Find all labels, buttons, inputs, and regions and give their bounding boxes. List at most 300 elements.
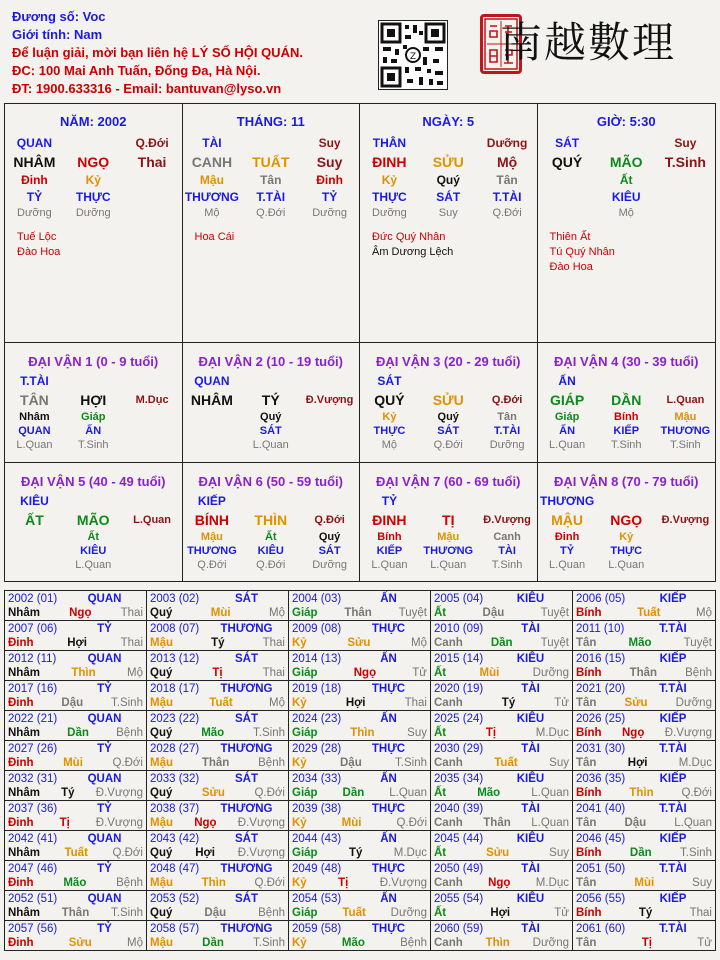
cell-text	[123, 206, 181, 220]
year-can: Tân	[576, 697, 597, 709]
dai-van-stage: Đ.Vượng	[305, 394, 354, 406]
year-row	[5, 921, 715, 950]
cell-text: TÀI	[498, 545, 516, 557]
year-stage: Bệnh	[116, 877, 143, 889]
year-can: Quý	[150, 907, 173, 919]
cell-text: CANH	[191, 154, 233, 170]
cell-text	[656, 172, 715, 189]
cell-text	[656, 530, 715, 544]
year-stage: Suy	[692, 877, 712, 889]
can-chi-line	[360, 390, 537, 410]
year-chi: Ngọ	[488, 877, 511, 889]
year-label: 2053 (52)	[150, 893, 200, 905]
year-head	[576, 652, 712, 666]
year-label: 2039 (38)	[292, 803, 342, 815]
year-stage: Đ.Vượng	[237, 817, 285, 829]
year-stage: Tử	[554, 907, 569, 919]
cell-text: NGỌ	[77, 154, 110, 170]
dai-van-god: THƯƠNG	[539, 494, 595, 508]
year-chi: Dần	[342, 787, 365, 799]
text-line	[5, 558, 182, 572]
year-chi: Mùi	[210, 607, 231, 619]
year-cell	[431, 681, 573, 710]
year-can: Canh	[434, 817, 463, 829]
year-detail	[576, 756, 712, 770]
year-god: KIÊU	[516, 773, 545, 785]
year-god: ẤN	[380, 593, 397, 605]
year-stage: Dưỡng	[390, 907, 427, 919]
year-chi: Thìn	[201, 877, 226, 889]
cell-text: Dưỡng	[17, 207, 52, 219]
year-god: THỰC	[371, 683, 406, 695]
dai-van-7	[360, 463, 538, 581]
year-detail	[434, 846, 569, 860]
year-chi: Ngọ	[353, 667, 377, 679]
year-label: 2018 (17)	[150, 683, 200, 695]
year-chi: Hợi	[627, 757, 648, 769]
year-stage: Mộ	[269, 607, 285, 619]
cell-text	[183, 438, 241, 452]
year-row	[5, 591, 715, 621]
text-line	[360, 189, 537, 206]
year-god: TỶ	[97, 923, 112, 935]
year-chi: Tị	[59, 817, 70, 829]
dai-van-title: ĐẠI VẬN 6 (50 - 59 tuổi)	[198, 474, 343, 489]
cell-text: Ất	[619, 173, 633, 187]
year-cell	[573, 801, 715, 830]
year-cell	[431, 861, 573, 890]
dai-van-chi: NGỌ	[610, 512, 643, 528]
cell-text: Ất	[264, 531, 277, 543]
cell-text: Tân	[497, 411, 517, 423]
annual-grid	[4, 590, 716, 951]
year-chi: Tuất	[494, 757, 518, 769]
cell-text	[123, 172, 181, 189]
year-cell	[289, 651, 431, 680]
year-detail	[434, 816, 569, 830]
dai-van-6	[183, 463, 361, 581]
year-god: ẤN	[380, 833, 397, 845]
year-cell	[289, 801, 431, 830]
year-stage: Bệnh	[258, 907, 285, 919]
can-chi-line	[5, 510, 182, 530]
year-cell	[289, 711, 431, 740]
year-can: Đinh	[8, 817, 34, 829]
year-label: 2019 (18)	[292, 683, 342, 695]
year-head	[150, 682, 285, 696]
year-chi: Mùi	[634, 877, 655, 889]
cell-text: Dưỡng	[75, 207, 111, 219]
text-line	[538, 424, 716, 438]
cell-text: Bính	[614, 411, 639, 423]
cell-text: L.Quan	[252, 439, 289, 451]
year-row	[5, 771, 715, 801]
text-line	[360, 424, 537, 438]
year-chi: Thìn	[71, 667, 96, 679]
cell-text: Q.Đới	[256, 559, 286, 571]
year-label: 2002 (01)	[8, 593, 58, 605]
year-label: 2029 (28)	[292, 743, 342, 755]
year-cell	[289, 861, 431, 890]
text-line	[5, 438, 182, 452]
dai-van-1	[5, 343, 183, 462]
year-head	[292, 892, 427, 906]
year-chi: Thìn	[350, 727, 375, 739]
cell-text: L.Quan	[430, 559, 467, 571]
year-label: 2007 (06)	[8, 623, 58, 635]
dai-van-chi: MÃO	[76, 512, 110, 528]
cell-text: Mộ	[381, 439, 398, 451]
year-label: 2031 (30)	[576, 743, 626, 755]
text-line	[360, 206, 537, 220]
year-row	[5, 681, 715, 711]
year-detail	[576, 876, 712, 890]
pillar-notes	[5, 230, 182, 260]
year-can: Canh	[434, 877, 463, 889]
year-stage: Q.Đới	[112, 757, 143, 769]
year-detail	[8, 666, 143, 680]
year-can: Tân	[576, 757, 597, 769]
cell-text	[300, 438, 358, 452]
year-label: 2035 (34)	[434, 773, 484, 785]
year-god: SÁT	[235, 773, 258, 785]
year-stage: Tử	[554, 697, 569, 709]
year-detail	[292, 606, 427, 620]
cell-text: Mậu	[200, 531, 223, 543]
year-god: TÀI	[521, 683, 540, 695]
year-head	[8, 922, 143, 936]
year-label: 2003 (02)	[150, 593, 200, 605]
year-head	[576, 802, 712, 816]
main-chart	[4, 103, 716, 582]
year-detail	[434, 636, 569, 650]
year-label: 2022 (21)	[8, 713, 58, 725]
text-line	[538, 172, 716, 189]
cell-text: Mậu	[674, 411, 697, 423]
text-line	[538, 558, 716, 572]
year-chi: Hợi	[345, 697, 366, 709]
year-can: Đinh	[8, 937, 34, 949]
year-chi: Thân	[344, 607, 372, 619]
cell-text: Mộ	[204, 207, 220, 219]
year-head	[434, 652, 569, 666]
cell-text: SÁT	[437, 425, 460, 437]
year-cell	[573, 921, 715, 950]
year-label: 2025 (24)	[434, 713, 484, 725]
year-stage: Thai	[120, 607, 143, 619]
text-line	[360, 493, 537, 510]
cell-text: TỶ	[321, 190, 338, 204]
cell-text: Suy	[318, 136, 341, 150]
year-head	[434, 622, 569, 636]
cell-text: Suy	[316, 154, 343, 170]
year-detail	[576, 786, 712, 800]
header-info	[12, 8, 303, 98]
year-label: 2045 (44)	[434, 833, 484, 845]
cell-text: SÁT	[259, 425, 282, 437]
year-chi: Mùi	[479, 667, 500, 679]
cell-text: THỰC	[75, 190, 111, 204]
text-line	[183, 558, 360, 572]
year-cell	[5, 891, 147, 920]
year-cell	[289, 831, 431, 860]
cell-text: Ất	[87, 531, 100, 543]
year-god: KIẾP	[659, 653, 687, 665]
year-cell	[5, 741, 147, 770]
cell-text: Dưỡng	[489, 439, 525, 451]
year-detail	[434, 696, 569, 710]
year-can: Nhâm	[8, 787, 40, 799]
dai-van-god: KIẾP	[197, 494, 226, 508]
year-cell	[573, 681, 715, 710]
year-chi: Tuất	[637, 607, 661, 619]
year-stage: Tử	[697, 937, 712, 949]
year-cell	[289, 771, 431, 800]
cell-text: Q.Đới	[433, 439, 463, 451]
text-line	[183, 410, 360, 424]
year-detail	[434, 606, 569, 620]
cell-text	[183, 410, 241, 424]
year-god: THƯƠNG	[220, 803, 273, 815]
year-head	[8, 802, 143, 816]
year-detail	[150, 756, 285, 770]
text-line	[360, 544, 537, 558]
year-cell	[431, 891, 573, 920]
year-cell	[5, 801, 147, 830]
year-label: 2013 (12)	[150, 653, 200, 665]
year-label: 2026 (25)	[576, 713, 626, 725]
year-god: KIẾP	[659, 593, 687, 605]
cell-text: L.Quan	[75, 559, 112, 571]
year-stage: Dưỡng	[532, 667, 569, 679]
year-label: 2009 (08)	[292, 623, 342, 635]
cell-text: THỰC	[373, 425, 406, 437]
note-item: Thiên Ất	[549, 231, 591, 243]
year-label: 2049 (48)	[292, 863, 342, 875]
pillar-notes	[183, 230, 360, 245]
year-label: 2046 (45)	[576, 833, 626, 845]
cell-text: THƯƠNG	[423, 545, 474, 557]
year-cell	[573, 891, 715, 920]
text-line	[5, 189, 182, 206]
cell-text: ĐINH	[372, 154, 407, 170]
year-cell	[147, 651, 289, 680]
year-head	[8, 772, 143, 786]
dai-van-god: T.TÀI	[20, 374, 49, 388]
year-detail	[576, 606, 712, 620]
text-line	[183, 493, 360, 510]
year-stage: L.Quan	[531, 787, 569, 799]
cell-text: Mộ	[618, 207, 634, 219]
year-detail	[292, 786, 427, 800]
year-god: QUAN	[87, 653, 122, 665]
year-can: Giáp	[292, 727, 318, 739]
cell-text	[242, 135, 300, 152]
dai-van-stage: Đ.Vượng	[661, 514, 710, 526]
year-head	[292, 652, 427, 666]
year-head	[292, 712, 427, 726]
text-line	[5, 530, 182, 544]
year-god: TỶ	[97, 683, 112, 695]
cell-text: TỶ	[26, 190, 43, 204]
year-god: TÀI	[521, 863, 540, 875]
year-god: TỶ	[97, 623, 112, 635]
cell-text: Tân	[496, 173, 518, 187]
year-head	[434, 922, 569, 936]
year-can: Nhâm	[8, 667, 40, 679]
dai-van-stage: Q.Đới	[314, 514, 345, 526]
year-detail	[292, 636, 427, 650]
year-god: THƯƠNG	[220, 923, 273, 935]
year-head	[434, 832, 569, 846]
year-detail	[8, 936, 143, 950]
year-label: 2058 (57)	[150, 923, 200, 935]
dai-van-stage: Q.Đới	[491, 394, 523, 406]
year-detail	[434, 906, 569, 920]
year-cell	[147, 801, 289, 830]
year-stage: Q.Đới	[254, 787, 285, 799]
year-detail	[8, 636, 143, 650]
cell-text: Giáp	[554, 411, 580, 423]
year-god: SÁT	[235, 833, 258, 845]
cell-text: Canh	[493, 531, 521, 543]
dai-van-title: ĐẠI VẬN 2 (10 - 19 tuổi)	[198, 354, 343, 369]
cell-text: L.Quan	[549, 559, 586, 571]
year-head	[576, 922, 712, 936]
year-can: Giáp	[292, 667, 318, 679]
cell-text: Giáp	[81, 411, 106, 423]
year-detail	[434, 726, 569, 740]
year-god: KIÊU	[516, 653, 545, 665]
cell-text	[300, 410, 358, 424]
year-label: 2014 (13)	[292, 653, 342, 665]
year-head	[150, 622, 285, 636]
dai-van-god: ẤN	[558, 374, 576, 388]
can-chi-line	[360, 510, 537, 530]
year-cell	[289, 591, 431, 620]
cell-text	[419, 135, 477, 152]
year-god: T.TÀI	[659, 623, 687, 635]
text-line	[183, 206, 360, 220]
cell-text: Dưỡng	[486, 136, 528, 150]
year-detail	[150, 786, 285, 800]
cell-text: TÀI	[202, 136, 222, 150]
year-cell	[5, 771, 147, 800]
year-label: 2030 (29)	[434, 743, 484, 755]
year-label: 2037 (36)	[8, 803, 58, 815]
cell-text	[123, 530, 181, 544]
year-detail	[150, 846, 285, 860]
year-cell	[5, 921, 147, 950]
year-chi: Mão	[628, 637, 652, 649]
year-stage: T.Sinh	[111, 697, 143, 709]
year-detail	[150, 906, 285, 920]
cell-text: KIÊU	[257, 545, 284, 557]
cell-text: KIẾP	[376, 545, 403, 557]
pillar-title: NGÀY: 5	[422, 114, 475, 129]
cell-text: KIÊU	[80, 545, 107, 557]
year-chi: Hợi	[490, 907, 511, 919]
year-cell	[573, 771, 715, 800]
can-chi-line	[183, 152, 360, 172]
dai-van-stage: Đ.Vượng	[483, 514, 531, 526]
year-head	[8, 712, 143, 726]
can-chi-line	[538, 510, 716, 530]
year-detail	[292, 816, 427, 830]
year-chi: Dần	[202, 937, 224, 949]
pillar-3	[360, 104, 538, 342]
year-cell	[289, 621, 431, 650]
year-head	[8, 742, 143, 756]
year-chi: Tị	[641, 937, 652, 949]
cell-text: Đinh	[316, 173, 343, 187]
year-detail	[8, 696, 143, 710]
year-can: Đinh	[8, 637, 34, 649]
year-label: 2033 (32)	[150, 773, 200, 785]
year-label: 2021 (20)	[576, 683, 626, 695]
year-stage: Q.Đới	[112, 847, 143, 859]
year-head	[576, 772, 712, 786]
year-can: Kỷ	[292, 697, 307, 709]
cell-text	[656, 206, 715, 220]
year-chi: Tý	[61, 787, 75, 799]
cell-text: Suy	[438, 207, 458, 219]
note-item: Tú Quý Nhân	[549, 246, 615, 258]
year-can: Tân	[576, 637, 597, 649]
year-god: THƯƠNG	[220, 743, 273, 755]
text-line	[538, 135, 716, 152]
year-can: Mậu	[150, 757, 173, 769]
cell-text	[300, 424, 358, 438]
cell-text: Suy	[674, 136, 697, 150]
year-label: 2008 (07)	[150, 623, 200, 635]
dai-van-chi: THÌN	[254, 512, 288, 528]
year-cell	[573, 711, 715, 740]
dai-van-chi: DẦN	[611, 392, 642, 408]
year-god: TÀI	[521, 743, 540, 755]
dai-van-can: GIÁP	[549, 392, 585, 408]
cell-text: Thai	[137, 154, 167, 170]
dai-van-can: QUÝ	[374, 392, 405, 408]
year-label: 2023 (22)	[150, 713, 200, 725]
year-stage: M.Dục	[535, 877, 569, 889]
year-label: 2020 (19)	[434, 683, 484, 695]
cell-text: SÁT	[436, 190, 461, 204]
dai-van-can: ẤT	[25, 512, 44, 528]
year-stage: L.Quan	[531, 817, 569, 829]
year-detail	[434, 876, 569, 890]
dai-van-can: NHÂM	[190, 392, 233, 408]
year-cell	[5, 681, 147, 710]
year-head	[292, 742, 427, 756]
cell-text: ẤN	[559, 425, 576, 437]
text-line	[360, 410, 537, 424]
year-detail	[150, 816, 285, 830]
year-can: Kỷ	[292, 817, 307, 829]
text-line	[360, 438, 537, 452]
year-head	[8, 592, 143, 606]
can-chi-line	[5, 152, 182, 172]
year-can: Mậu	[150, 877, 173, 889]
cell-text: Quý	[436, 173, 460, 187]
year-detail	[292, 726, 427, 740]
year-can: Ất	[434, 607, 447, 619]
note-item: Đào Hoa	[549, 261, 593, 273]
year-god: T.TÀI	[659, 863, 687, 875]
year-stage: Thai	[120, 637, 143, 649]
text-line	[360, 530, 537, 544]
year-label: 2028 (27)	[150, 743, 200, 755]
